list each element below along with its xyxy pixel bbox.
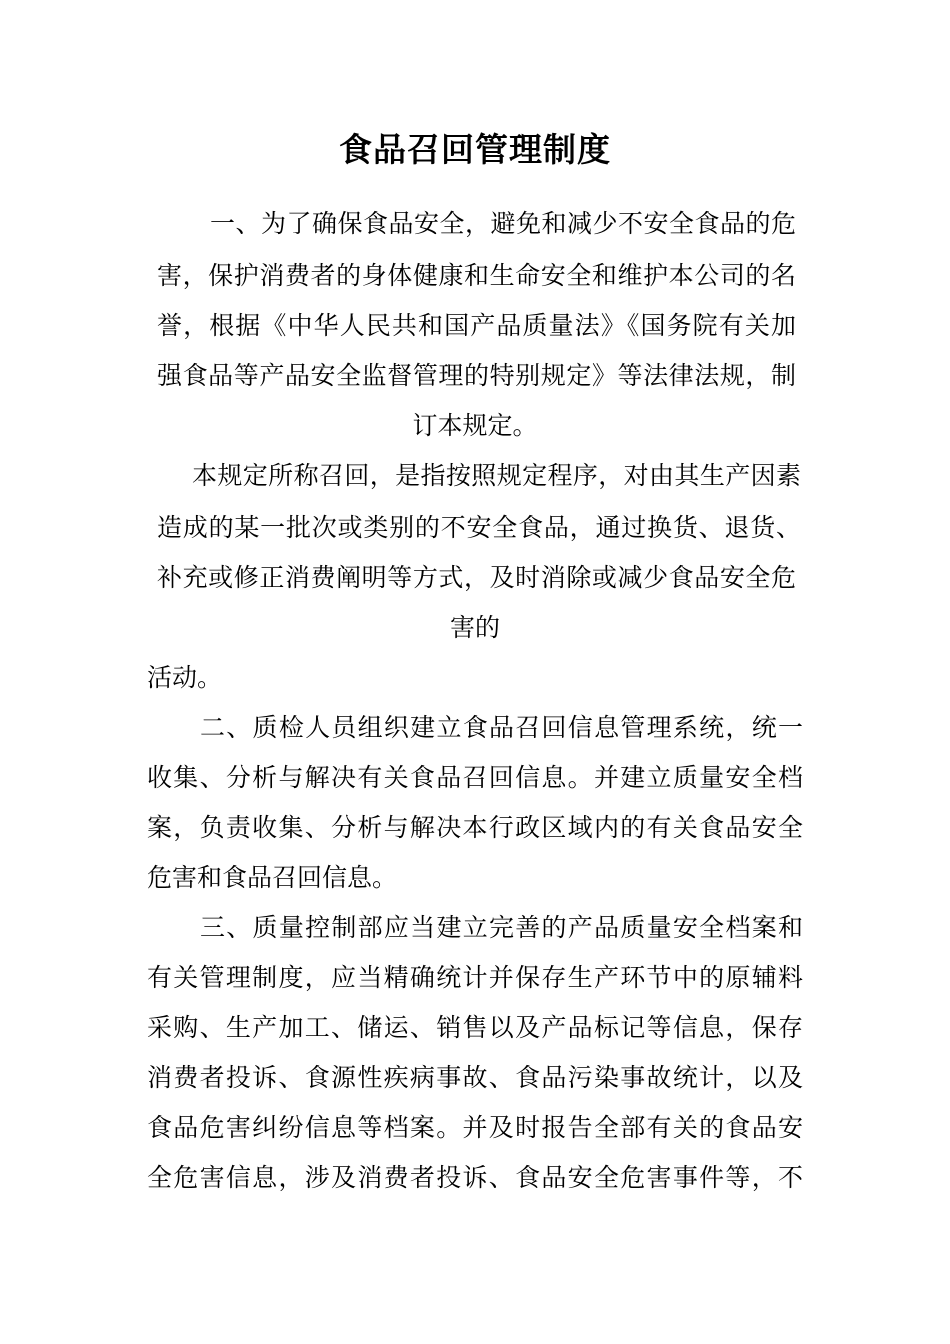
section1-line-1: 一、为了确保食品安全，避免和减少不安全食品的危 (210, 209, 796, 238)
section3-line-6: 全危害信息，涉及消费者投诉、食品安全危害事件等，不 (147, 1163, 803, 1192)
section2-line-4: 危害和食品召回信息。 (147, 863, 398, 892)
section1-line-5: 订本规定。 (412, 411, 538, 440)
section1-line-4: 强食品等产品安全监督管理的特别规定》等法律法规，制 (157, 361, 796, 390)
definition-line-3: 补充或修正消费阐明等方式，及时消除或减少食品安全危 (157, 563, 796, 592)
section3-line-4: 消费者投诉、食源性疾病事故、食品污染事故统计，以及 (147, 1063, 803, 1092)
section3-line-3: 采购、生产加工、储运、销售以及产品标记等信息，保存 (147, 1013, 803, 1042)
section3-line-5: 食品危害纠纷信息等档案。并及时报告全部有关的食品安 (147, 1113, 803, 1142)
definition-line-4: 害的 (449, 613, 500, 642)
definition-line-1: 本规定所称召回，是指按照规定程序，对由其生产因素 (192, 461, 801, 490)
section3-line-2: 有关管理制度，应当精确统计并保存生产环节中的原辅料 (147, 963, 803, 992)
section1-line-2: 害，保护消费者的身体健康和生命安全和维护本公司的名 (157, 261, 796, 290)
definition-line-5: 活动。 (147, 663, 223, 692)
section1-line-3: 誉，根据《中华人民共和国产品质量法》《国务院有关加 (157, 311, 796, 340)
section2-line-1: 二、质检人员组织建立食品召回信息管理系统，统一 (200, 713, 803, 742)
section3-line-1: 三、质量控制部应当建立完善的产品质量安全档案和 (200, 913, 803, 942)
document-title: 食品召回管理制度 (339, 130, 611, 169)
section2-line-3: 案，负责收集、分析与解决本行政区域内的有关食品安全 (147, 813, 803, 842)
definition-line-2: 造成的某一批次或类别的不安全食品，通过换货、退货、 (157, 513, 801, 542)
section2-line-2: 收集、分析与解决有关食品召回信息。并建立质量安全档 (147, 763, 803, 792)
